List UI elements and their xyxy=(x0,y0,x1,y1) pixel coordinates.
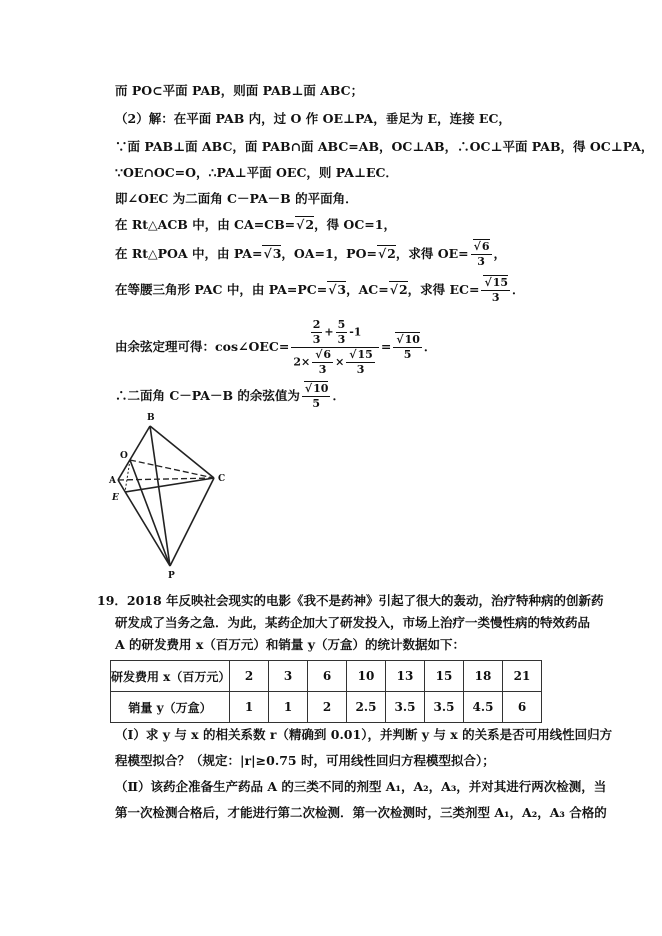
fraction-oe: √ $\frac{6}{3}$ xyxy=(471,240,492,269)
solution-line-3: ∵面 PAB⊥面 ABC，面 PAB∩面 ABC=AB，OC⊥AB，∴OC⊥平面 PAB，得 OC⊥PA， xyxy=(115,139,654,154)
solution-line-1: 而 PO⊂平面 PAB，则面 PAB⊥面 ABC； xyxy=(115,83,364,98)
data-table xyxy=(110,660,542,723)
label-e: E xyxy=(112,493,119,503)
edge-cp xyxy=(170,478,214,566)
edge-oc-dashed xyxy=(130,460,214,478)
answer-fraction: √ $\frac{10}{5}$ xyxy=(302,382,331,411)
solution-line-7: 在 Rt△POA 中，由 PA=√ 3，OA=1，PO=√ 2，求得 OE= √ $\frac{6}{3}$ ， xyxy=(115,240,506,269)
label-a: A xyxy=(109,476,116,486)
table-cell: 2 xyxy=(230,661,269,692)
table-cell: 2 xyxy=(308,692,347,723)
solution-line-6: 在 Rt△ACB 中，由 CA=CB=√ 2，得 OC=1， xyxy=(115,216,396,234)
q19-para-2: 研发成了当务之急．为此，某药企加大了研发投入，市场上治疗一类慢性病的特效药品 xyxy=(115,615,591,630)
table-cell: 4.5 xyxy=(464,692,503,723)
table-cell: 1 xyxy=(230,692,269,723)
table-cell: 3 xyxy=(269,661,308,692)
label-c: C xyxy=(218,474,226,484)
edge-bc xyxy=(150,426,214,478)
q19-para-1: 19．2018 年反映社会现实的电影《我不是药神》引起了很大的轰动，治疗特种病的创新药 xyxy=(97,593,604,608)
fraction-ec: √ $\frac{15}{3}$ xyxy=(481,276,510,305)
table-cell: 6 xyxy=(308,661,347,692)
label-b: B xyxy=(147,413,155,423)
table-cell: 3.5 xyxy=(386,692,425,723)
solution-line-8: 在等腰三角形 PAC 中，由 PA=PC=√ 3，AC=√ 2，求得 EC= √ $\frac{15}{3}$ ． xyxy=(115,276,525,305)
table-cell: 15 xyxy=(425,661,464,692)
table-row-header: 研发费用 x（百万元） xyxy=(111,661,230,692)
sqrt-2: √ 2 xyxy=(295,216,314,232)
label-o: O xyxy=(120,451,128,461)
table-cell: 6 xyxy=(503,692,542,723)
table-cell: 2.5 xyxy=(347,692,386,723)
table-cell: 3.5 xyxy=(425,692,464,723)
table-cell: 21 xyxy=(503,661,542,692)
tetrahedron-figure xyxy=(108,408,238,583)
q19-sub-2b: 第一次检测合格后，才能进行第二次检测．第一次检测时，三类剂型 A₁，A₂，A₃ 合格的 xyxy=(115,805,607,820)
table-cell: 18 xyxy=(464,661,503,692)
table-row xyxy=(111,692,542,723)
table-cell: 1 xyxy=(269,692,308,723)
label-p: P xyxy=(168,571,175,581)
q19-sub-1b: 程模型拟合？（规定：|r|≥0.75 时，可用线性回归方程模型拟合）； xyxy=(115,753,495,768)
solution-line-4: ∵OE∩OC=O，∴PA⊥平面 OEC，则 PA⊥EC． xyxy=(115,165,398,180)
edge-ap xyxy=(118,480,170,566)
solution-line-5: 即∠OEC 为二面角 C－PA－B 的平面角． xyxy=(115,191,358,206)
table-cell: 10 xyxy=(347,661,386,692)
table-row xyxy=(111,661,542,692)
q19-sub-2a: （Ⅱ）该药企准备生产药品 A 的三类不同的剂型 A₁，A₂，A₃，并对其进行两次检测，当 xyxy=(115,779,607,794)
q19-para-3: A 的研发费用 x（百万元）和销量 y（万盒）的统计数据如下： xyxy=(115,637,465,652)
q19-sub-1a: （Ⅰ）求 y 与 x 的相关系数 r（精确到 0.01），并判断 y 与 x 的关系是否可用线性回归方 xyxy=(115,727,613,742)
cosine-fraction: $\frac{2}{3}$ + $\frac{5}{3}$ -1 2× √ $\frac{6}{3}$ × √ $\frac{15}{3}$ xyxy=(291,318,379,377)
solution-line-2: （2）解：在平面 PAB 内，过 O 作 OE⊥PA，垂足为 E，连接 EC， xyxy=(115,111,511,126)
edge-op xyxy=(130,460,170,566)
result-fraction: √ $\frac{10}{5}$ xyxy=(393,333,422,362)
edge-bp xyxy=(150,426,170,566)
table-cell: 13 xyxy=(386,661,425,692)
solution-line-9: 由余弦定理可得：cos∠OEC= $\frac{2}{3}$ + $\frac{5}{3}$ -1 2× √ $\frac{6}{3}$ × √ $\frac{15}{3}$ = √ $\frac{10}{5}$ ． xyxy=(115,318,436,377)
table-row-header: 销量 y（万盒） xyxy=(111,692,230,723)
solution-line-10: ∴二面角 C－PA－B 的余弦值为 √ $\frac{10}{5}$ ． xyxy=(115,382,345,411)
